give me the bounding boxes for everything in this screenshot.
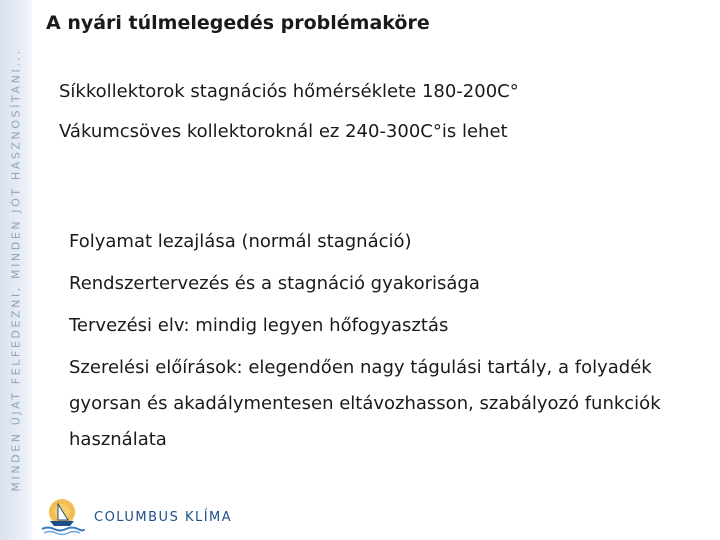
- logo-text: COLUMBUS KLÍMA: [94, 510, 233, 525]
- bottom-bullet-item: Folyamat lezajlása (normál stagnáció): [69, 231, 412, 252]
- ship-sun-logo-icon: [38, 496, 86, 536]
- sidebar-motto: MINDEN ÚJAT FELFEDEZNI, MINDEN JÓT HASZNOSÍTANI...: [9, 48, 23, 492]
- bottom-bullet-list: [69, 224, 679, 464]
- bottom-bullet-item: Tervezési elv: mindig legyen hőfogyasztás: [69, 315, 449, 336]
- top-bullet-item: Síkkollektorok stagnációs hőmérséklete 180-200C°: [59, 81, 519, 102]
- slide-title: A nyári túlmelegedés problémaköre: [46, 12, 430, 34]
- bottom-bullet-item: Szerelési előírások: elegendően nagy tágulási tartály, a folyadék gyorsan és akadálymentesen eltávozhasson, szabályozó funkciók használata: [69, 357, 661, 450]
- bottom-bullet-item: Rendszertervezés és a stagnáció gyakorisága: [69, 273, 480, 294]
- top-bullet-item: Vákumcsöves kollektoroknál ez 240-300C°is lehet: [59, 121, 508, 142]
- top-bullet-list: [59, 78, 519, 158]
- sidebar-band: [0, 0, 32, 540]
- company-logo: [38, 496, 278, 536]
